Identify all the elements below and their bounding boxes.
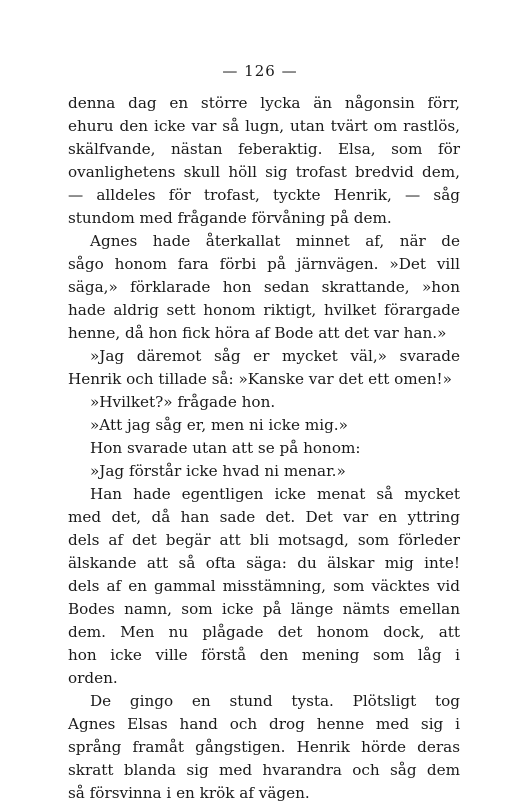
text-line: henne, då hon fick höra af Bode att det var han.» <box>68 324 447 342</box>
text-line: ehuru den icke var så lugn, utan tvärt om rastlös, <box>68 117 460 135</box>
text-line: stundom med frågande förvåning på dem. <box>68 209 392 227</box>
text-line: skratt blanda sig med hvarandra och såg dem <box>68 761 460 779</box>
text-line: ovanlighetens skull höll sig trofast bredvid dem, <box>68 163 460 181</box>
text-line: denna dag en större lycka än någonsin förr, <box>68 94 460 112</box>
text-line: »Hvilket?» frågade hon. <box>90 393 276 411</box>
text-line: Agnes Elsas hand och drog henne med sig i <box>68 715 460 733</box>
text-line: dem. Men nu plågade det honom dock, att <box>68 623 460 641</box>
text-line: så försvinna i en krök af vägen. <box>68 784 310 802</box>
page-number: — 126 — <box>222 62 298 80</box>
text-line: dels af en gammal misstämning, som väcktes vid <box>68 577 460 595</box>
text-line: Hon svarade utan att se på honom: <box>90 439 361 457</box>
text-line: Bodes namn, som icke på länge nämts emellan <box>68 600 460 618</box>
text-line: Agnes hade återkallat minnet af, när de <box>90 232 460 250</box>
text-line: skälfvande, nästan feberaktig. Elsa, som för <box>68 140 460 158</box>
text-line: »Att jag såg er, men ni icke mig.» <box>90 416 348 434</box>
text-line: »Jag förstår icke hvad ni menar.» <box>90 462 346 480</box>
text-line: med det, då han sade det. Det var en yttring <box>68 508 460 526</box>
text-line: »Jag däremot såg er mycket väl,» svarade <box>90 347 460 365</box>
text-line: språng framåt gångstigen. Henrik hörde deras <box>68 738 460 756</box>
text-line: — alldeles för trofast, tyckte Henrik, — såg <box>68 186 460 204</box>
text-line: älskande att så ofta säga: du älskar mig inte! <box>68 554 460 572</box>
text-line: säga,» förklarade hon sedan skrattande, »hon <box>68 278 460 296</box>
text-line: hade aldrig sett honom riktigt, hvilket förargade <box>68 301 460 319</box>
body-text <box>68 92 460 805</box>
text-line: sågo honom fara förbi på järnvägen. »Det vill <box>68 255 460 273</box>
text-line: hon icke ville förstå den mening som låg i <box>68 646 460 664</box>
text-line: Han hade egentligen icke menat så mycket <box>90 485 460 503</box>
text-line: dels af det begär att bli motsagd, som förleder <box>68 531 460 549</box>
text-line: De gingo en stund tysta. Plötsligt tog <box>90 692 460 710</box>
text-line: Henrik och tillade så: »Kanske var det ett omen!» <box>68 370 452 388</box>
text-line: orden. <box>68 669 118 687</box>
